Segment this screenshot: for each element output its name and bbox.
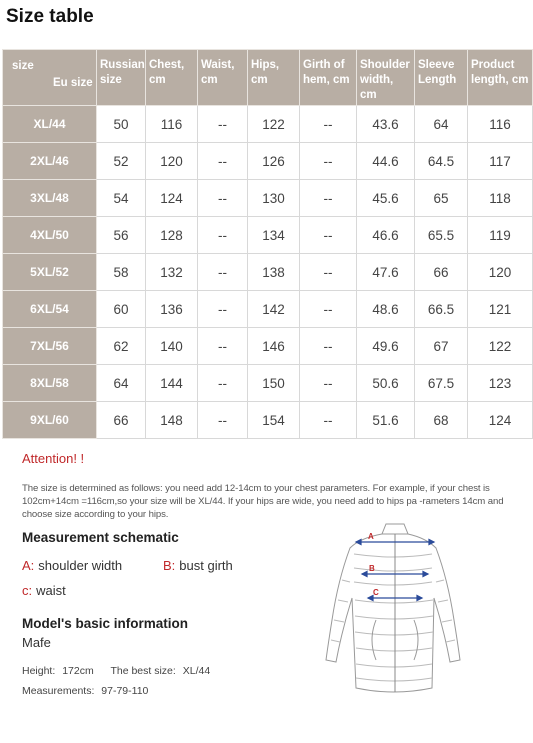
eu-size-cell: 8XL/58 [3,365,97,402]
russian-size-cell: 64 [97,365,146,402]
shoulder-width-cell: 44.6 [357,143,415,180]
figure-label-c: C [373,588,379,597]
table-row [3,143,533,180]
waist-cell: -- [198,291,248,328]
girth-of-hem-cell: -- [300,106,357,143]
legend-key-b: B: [163,558,176,573]
schematic-title: Measurement schematic [22,530,179,545]
chest-cell: 116 [146,106,198,143]
eu-size-cell: XL/44 [3,106,97,143]
product-length-cell: 121 [468,291,533,328]
russian-size-cell: 58 [97,254,146,291]
measurements-label: Measurements: [22,685,95,697]
hips-cell: 142 [248,291,300,328]
waist-cell: -- [198,143,248,180]
product-length-cell: 124 [468,402,533,439]
product-length-cell: 123 [468,365,533,402]
arrow-b-right [423,572,428,577]
eu-size-cell: 2XL/46 [3,143,97,180]
sleeve-length-cell: 64 [415,106,468,143]
measurements-value: 97-79-110 [101,685,149,697]
eu-size-cell: 4XL/50 [3,217,97,254]
shoulder-width-cell: 49.6 [357,328,415,365]
chest-cell: 132 [146,254,198,291]
shoulder-width-cell: 48.6 [357,291,415,328]
product-length-cell: 118 [468,180,533,217]
table-row [3,402,533,439]
russian-size-cell: 50 [97,106,146,143]
chest-cell: 148 [146,402,198,439]
hips-cell: 134 [248,217,300,254]
waist-cell: -- [198,106,248,143]
coat-quilting-lines [331,554,455,681]
coat-pocket-left [372,620,376,660]
sleeve-length-cell: 65 [415,180,468,217]
size-table [2,49,533,439]
product-length-cell: 117 [468,143,533,180]
legend-label-shoulder-width: shoulder width [38,558,123,573]
russian-size-cell: 62 [97,328,146,365]
shoulder-width-cell: 47.6 [357,254,415,291]
waist-cell: -- [198,328,248,365]
sleeve-length-cell: 66.5 [415,291,468,328]
shoulder-width-cell: 50.6 [357,365,415,402]
eu-size-cell: 5XL/52 [3,254,97,291]
chest-cell: 124 [146,180,198,217]
russian-size-cell: 60 [97,291,146,328]
chest-cell: 136 [146,291,198,328]
arrow-a-right [429,540,434,545]
corner-header-cell [3,50,97,106]
waist-cell: -- [198,402,248,439]
table-row [3,217,533,254]
header-russian-size: Russian size [97,50,146,106]
legend-label-bust-girth: bust girth [179,558,233,573]
chest-cell: 144 [146,365,198,402]
shoulder-width-cell: 51.6 [357,402,415,439]
coat-body-outline [326,534,460,692]
header-girth-of-hem: Girth of hem, cm [300,50,357,106]
table-row [3,106,533,143]
waist-cell: -- [198,254,248,291]
table-row [3,254,533,291]
model-info-title: Model's basic information [22,616,188,631]
sleeve-length-cell: 67.5 [415,365,468,402]
product-length-cell: 120 [468,254,533,291]
waist-cell: -- [198,180,248,217]
header-waist: Waist, cm [198,50,248,106]
girth-of-hem-cell: -- [300,365,357,402]
girth-of-hem-cell: -- [300,143,357,180]
legend-key-c: c: [22,583,33,598]
eu-size-cell: 7XL/56 [3,328,97,365]
attention-label: Attention! ! [22,451,85,466]
model-name: Mafe [22,635,51,650]
figure-label-a: A [368,532,374,541]
corner-label-eu-size: Eu size [53,77,93,89]
header-hips: Hips, cm [248,50,300,106]
best-size-value: XL/44 [182,665,211,677]
product-length-cell: 119 [468,217,533,254]
shoulder-width-cell: 43.6 [357,106,415,143]
russian-size-cell: 54 [97,180,146,217]
hips-cell: 150 [248,365,300,402]
model-height-line [22,665,214,677]
legend-bust-girth [163,558,233,573]
table-row [3,365,533,402]
sleeve-length-cell: 67 [415,328,468,365]
height-value: 172cm [62,665,94,677]
russian-size-cell: 56 [97,217,146,254]
chest-cell: 140 [146,328,198,365]
sleeve-length-cell: 65.5 [415,217,468,254]
sleeve-length-cell: 68 [415,402,468,439]
header-sleeve-length: Sleeve Length [415,50,468,106]
coat-measurement-diagram [318,520,468,700]
hips-cell: 154 [248,402,300,439]
arrow-a-left [356,540,361,545]
best-size-label: The best size: [110,665,176,677]
hips-cell: 130 [248,180,300,217]
hips-cell: 122 [248,106,300,143]
page-title: Size table [6,6,94,27]
girth-of-hem-cell: -- [300,254,357,291]
russian-size-cell: 66 [97,402,146,439]
eu-size-cell: 3XL/48 [3,180,97,217]
eu-size-cell: 6XL/54 [3,291,97,328]
russian-size-cell: 52 [97,143,146,180]
coat-pocket-right [414,620,418,660]
chest-cell: 120 [146,143,198,180]
table-body [3,106,533,439]
figure-label-b: B [369,564,375,573]
header-product-length: Product length, cm [468,50,533,106]
girth-of-hem-cell: -- [300,328,357,365]
header-shoulder-width: Shoulder width, cm [357,50,415,106]
eu-size-cell: 9XL/60 [3,402,97,439]
arrow-c-right [417,596,422,601]
girth-of-hem-cell: -- [300,180,357,217]
sleeve-length-cell: 64.5 [415,143,468,180]
arrow-b-left [362,572,367,577]
girth-of-hem-cell: -- [300,291,357,328]
hips-cell: 146 [248,328,300,365]
size-note: The size is determined as follows: you need add 12-14cm to your chest parameters. For example, if your chest is 102cm+14cm =116cm,so your size will be XL/44. If your hips are wide, you need add to hips pa -rameters 14cm and choose size according to your hips. [22,483,504,520]
waist-cell: -- [198,217,248,254]
table-row [3,291,533,328]
girth-of-hem-cell: -- [300,217,357,254]
shoulder-width-cell: 46.6 [357,217,415,254]
legend-key-a: A: [22,558,35,573]
table-row [3,328,533,365]
legend-shoulder-width [22,558,122,573]
table-row [3,180,533,217]
corner-label-size: size [12,60,34,72]
legend-label-waist: waist [36,583,66,598]
coat-collar [382,524,408,534]
legend-waist [22,583,66,598]
shoulder-width-cell: 45.6 [357,180,415,217]
header-chest: Chest, cm [146,50,198,106]
waist-cell: -- [198,365,248,402]
product-length-cell: 122 [468,328,533,365]
table-header-row [3,50,533,106]
product-length-cell: 116 [468,106,533,143]
model-measurements-line [22,685,152,697]
hips-cell: 138 [248,254,300,291]
hips-cell: 126 [248,143,300,180]
sleeve-length-cell: 66 [415,254,468,291]
height-label: Height: [22,665,56,677]
chest-cell: 128 [146,217,198,254]
girth-of-hem-cell: -- [300,402,357,439]
